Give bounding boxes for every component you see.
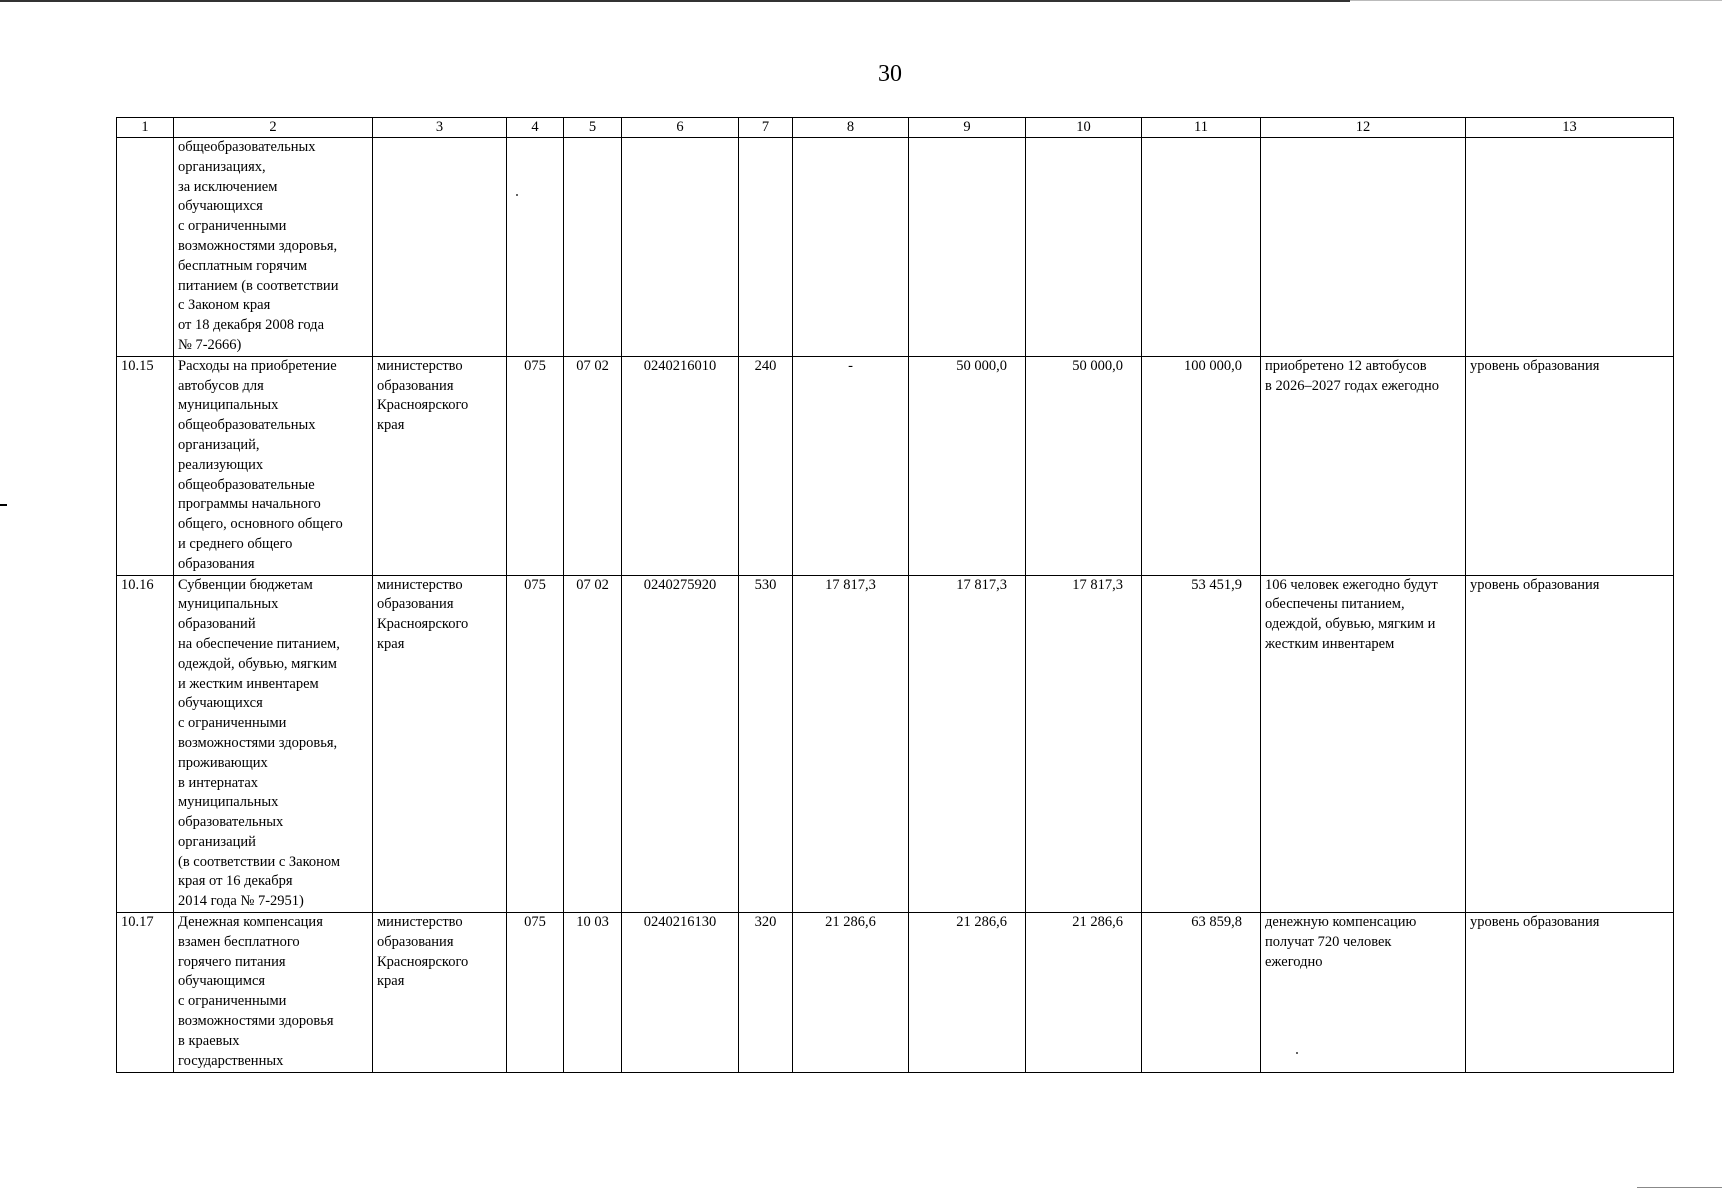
expected-result-line: в 2026–2027 годах ежегодно (1265, 377, 1439, 394)
scan-speck (1296, 1052, 1298, 1054)
amount-year-2 (909, 138, 1026, 357)
table-row (117, 913, 1674, 1073)
amount-year-1: 21 286,6 (793, 913, 909, 1073)
expected-result (1261, 356, 1466, 575)
expected-result-line: денежную компенсацию (1265, 914, 1417, 931)
grbs-code: 075 (507, 356, 564, 575)
measure-name-line: организациях, (178, 158, 266, 175)
budget-level: уровень образования (1466, 913, 1674, 1073)
measure-name-line: общего, основного общего (178, 516, 343, 533)
amount-year-2: 21 286,6 (909, 913, 1026, 1073)
measure-name-line: муниципальных (178, 596, 279, 613)
measure-name (174, 356, 373, 575)
header-cell: 11 (1142, 118, 1261, 138)
scan-speck (516, 194, 518, 196)
measure-name-line: муниципальных (178, 397, 279, 414)
csr-code: 0240216130 (622, 913, 739, 1073)
csr-code (622, 138, 739, 357)
amount-year-3: 17 817,3 (1026, 575, 1142, 913)
responsible-agency-line: Красноярского (377, 397, 469, 414)
header-cell: 12 (1261, 118, 1466, 138)
header-cell: 13 (1466, 118, 1674, 138)
header-cell: 7 (739, 118, 793, 138)
vr-code: 530 (739, 575, 793, 913)
responsible-agency-line: образования (377, 933, 454, 950)
measure-name-line: Расходы на приобретение (178, 357, 337, 374)
table-row (117, 356, 1674, 575)
csr-code: 0240216010 (622, 356, 739, 575)
responsible-agency-line: Красноярского (377, 616, 469, 633)
expected-result-line: приобретено 12 автобусов (1265, 357, 1427, 374)
responsible-agency (373, 913, 507, 1073)
measure-name-line: на обеспечение питанием, (178, 635, 340, 652)
budget-level: уровень образования (1466, 356, 1674, 575)
header-cell: 2 (174, 118, 373, 138)
measure-name-line: за исключением (178, 178, 278, 195)
header-cell: 1 (117, 118, 174, 138)
column-number-header (117, 118, 1674, 138)
measure-name-line: государственных (178, 1052, 284, 1069)
header-cell: 9 (909, 118, 1026, 138)
header-cell: 6 (622, 118, 739, 138)
measure-name-line: программы начального (178, 496, 321, 513)
header-cell: 10 (1026, 118, 1142, 138)
header-cell: 5 (564, 118, 622, 138)
measure-name-line: обучающихся (178, 695, 263, 712)
page-number: 30 (878, 61, 902, 87)
measure-name-line: образования (178, 555, 255, 572)
measure-name-line: обучающимся (178, 973, 266, 990)
measure-name-line: с Законом края (178, 297, 271, 314)
responsible-agency-line: образования (377, 377, 454, 394)
header-cell: 8 (793, 118, 909, 138)
expected-result-line: жестким инвентарем (1265, 635, 1395, 652)
row-number: 10.16 (117, 575, 174, 913)
measure-name-line: с ограниченными (178, 715, 287, 732)
measure-name-line: одеждой, обувью, мягким (178, 655, 337, 672)
row-number: 10.17 (117, 913, 174, 1073)
header-cell: 3 (373, 118, 507, 138)
measure-name-line: края от 16 декабря (178, 873, 293, 890)
page-top-rule (0, 0, 1350, 2)
expected-result (1261, 913, 1466, 1073)
amount-year-2: 17 817,3 (909, 575, 1026, 913)
measure-name-line: 2014 года № 7-2951) (178, 893, 304, 910)
row-number: 10.15 (117, 356, 174, 575)
measure-name-line: с ограниченными (178, 218, 287, 235)
responsible-agency-line: министерство (377, 914, 463, 931)
page-top-rule-faint (1350, 0, 1722, 1)
measure-name-line: и среднего общего (178, 535, 293, 552)
grbs-code: 075 (507, 913, 564, 1073)
measure-name-line: в краевых (178, 1032, 240, 1049)
scan-corner-mark (1637, 1187, 1722, 1188)
measure-name-line: организаций (178, 833, 256, 850)
measure-name-line: реализующих (178, 456, 264, 473)
measure-name-line: от 18 декабря 2008 года (178, 317, 324, 334)
measure-name-line: в интернатах (178, 774, 259, 791)
csr-code: 0240275920 (622, 575, 739, 913)
amount-year-3: 21 286,6 (1026, 913, 1142, 1073)
table-row (117, 575, 1674, 913)
measure-name-line: обучающихся (178, 198, 263, 215)
measure-name-line: общеобразовательные (178, 476, 315, 493)
budget-level: уровень образования (1466, 575, 1674, 913)
responsible-agency-line: Красноярского (377, 953, 469, 970)
measure-name-line: Денежная компенсация (178, 914, 323, 931)
measure-name-line: № 7-2666) (178, 336, 242, 353)
amount-year-3 (1026, 138, 1142, 357)
responsible-agency (373, 356, 507, 575)
budget-table (116, 117, 1674, 1073)
rzpr-code: 07 02 (564, 575, 622, 913)
measure-name-line: образовательных (178, 814, 284, 831)
responsible-agency-line: края (377, 973, 405, 990)
vr-code (739, 138, 793, 357)
amount-year-1: - (793, 356, 909, 575)
rzpr-code: 10 03 (564, 913, 622, 1073)
measure-name-line: бесплатным горячим (178, 257, 308, 274)
measure-name-line: взамен бесплатного (178, 933, 300, 950)
rzpr-code (564, 138, 622, 357)
measure-name-line: Субвенции бюджетам (178, 576, 313, 593)
measure-name-line: (в соответствии с Законом (178, 853, 341, 870)
budget-level (1466, 138, 1674, 357)
amount-total: 63 859,8 (1142, 913, 1261, 1073)
measure-name-line: муниципальных (178, 794, 279, 811)
measure-name-line: организаций, (178, 436, 260, 453)
measure-name (174, 575, 373, 913)
expected-result (1261, 138, 1466, 357)
measure-name-line: возможностями здоровья, (178, 734, 338, 751)
expected-result (1261, 575, 1466, 913)
responsible-agency (373, 575, 507, 913)
measure-name-line: питанием (в соответствии (178, 277, 339, 294)
expected-result-line: получат 720 человек (1265, 933, 1392, 950)
measure-name (174, 138, 373, 357)
measure-name-line: возможностями здоровья (178, 1013, 334, 1030)
table-row (117, 138, 1674, 357)
expected-result-line: ежегодно (1265, 953, 1323, 970)
expected-result-line: 106 человек ежегодно будут (1265, 576, 1438, 593)
expected-result-line: обеспечены питанием, (1265, 596, 1405, 613)
measure-name-line: общеобразовательных (178, 417, 316, 434)
amount-total (1142, 138, 1261, 357)
amount-year-2: 50 000,0 (909, 356, 1026, 575)
measure-name-line: проживающих (178, 754, 268, 771)
measure-name-line: с ограниченными (178, 993, 287, 1010)
vr-code: 320 (739, 913, 793, 1073)
measure-name-line: образований (178, 616, 256, 633)
responsible-agency-line: образования (377, 596, 454, 613)
scan-edge-mark (0, 504, 7, 506)
amount-total: 53 451,9 (1142, 575, 1261, 913)
responsible-agency-line: министерство (377, 576, 463, 593)
responsible-agency (373, 138, 507, 357)
measure-name-line: и жестким инвентарем (178, 675, 319, 692)
measure-name-line: общеобразовательных (178, 139, 316, 155)
responsible-agency-line: края (377, 635, 405, 652)
amount-year-1: 17 817,3 (793, 575, 909, 913)
row-number (117, 138, 174, 357)
grbs-code: 075 (507, 575, 564, 913)
expected-result-line: одеждой, обувью, мягким и (1265, 616, 1436, 633)
responsible-agency-line: края (377, 417, 405, 434)
measure-name-line: горячего питания (178, 953, 286, 970)
header-cell: 4 (507, 118, 564, 138)
amount-total: 100 000,0 (1142, 356, 1261, 575)
measure-name (174, 913, 373, 1073)
rzpr-code: 07 02 (564, 356, 622, 575)
responsible-agency-line: министерство (377, 357, 463, 374)
measure-name-line: автобусов для (178, 377, 264, 394)
vr-code: 240 (739, 356, 793, 575)
measure-name-line: возможностями здоровья, (178, 237, 338, 254)
amount-year-1 (793, 138, 909, 357)
amount-year-3: 50 000,0 (1026, 356, 1142, 575)
grbs-code (507, 138, 564, 357)
